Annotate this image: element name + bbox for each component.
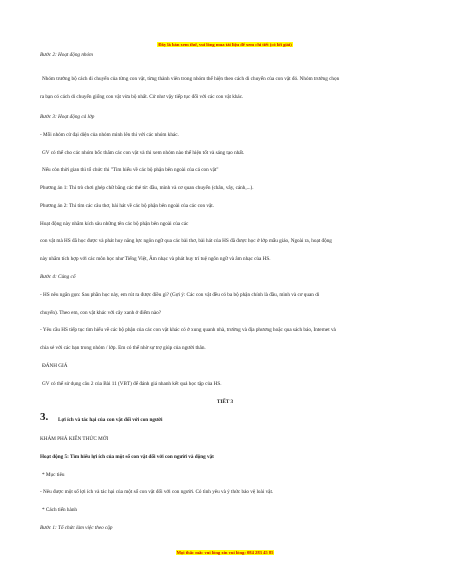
step-1-heading: Bước 1: Tổ chức làm việc theo cặp — [40, 525, 113, 531]
paragraph: chia sẻ với các bạn trong nhóm / lớp. Em có thể nhờ sự trợ giúp của người thân. — [40, 345, 206, 351]
paragraph: - Mỗi nhóm cử đại diện của nhóm mình lên thi với các nhóm khác. — [40, 132, 179, 138]
paragraph: ra bạn có cách di chuyển giống con vật vừa bộ nhất. Cử như vậy tiếp tục đổi với các con vật khác. — [40, 94, 244, 100]
paragraph: chuyển). Theo em, con vật khác với cây xanh ở điểm nào? — [40, 310, 162, 316]
section-number: 3. — [40, 411, 49, 423]
paragraph: này nhằm tích hợp với các môn học như Tiếng Việt, Âm nhạc và phát huy trí tuệ ngôn ngữ và âm nhạc của HS. — [40, 256, 271, 262]
step-2-heading: Bước 2: Hoạt động nhóm — [40, 52, 93, 58]
preview-banner: Đây là bản xem thử, vui lòng mua tài liệu để xem chi tiết (có lời giải) — [158, 42, 292, 47]
subsection-heading: KHÁM PHÁ KIẾN THỨC MỚI — [40, 436, 109, 442]
paragraph: con vật mà HS đã học được và phát huy năng lực ngôn ngữ qua các bài thơ, bài hát của HS đã được học ở lớp mẫu giáo, Ngoài ra, hoạt động — [40, 238, 332, 244]
section-title: Lợi ích và tác hại của con vật đối với con người — [58, 417, 163, 423]
paragraph: GV có thể sử dụng câu 2 của Bài 11 (VBT) để đánh giá nhanh kết quả học tập của HS. — [42, 381, 222, 387]
lesson-heading: TIẾT 3 — [216, 399, 234, 405]
option-1: Phương án 1: Thi trò chơi ghép chữ bằng các thẻ từ: đầu, mình và cơ quan chuyển (chân, vây, cánh,...). — [40, 185, 254, 191]
paragraph: - Yêu cầu HS tiếp tục tìm hiểu về các bộ phận của các con vật khác có ở xung quanh nhà, trường và địa phương hoặc qua sách báo, Internet và — [40, 327, 336, 333]
procedure-label: * Cách tiến hành — [42, 507, 78, 513]
paragraph: Nếu còn thời gian thì tổ chức thi "Tìm hiểu về các bộ phận bên ngoài của cá con vật" — [42, 167, 219, 173]
assessment-heading: ĐÁNH GIÁ — [42, 363, 68, 369]
step-3-heading: Bước 3: Hoạt động cả lớp — [40, 114, 95, 120]
section-3-heading — [40, 411, 410, 428]
contact-banner: Mọi thắc mắc vui lòng xin vui lòng: 084 283 45 85 — [176, 550, 274, 555]
option-2: Phương án 2: Thi tìm các câu thơ, bài hát về các bộ phận bên ngoài của các con vật. — [40, 203, 214, 209]
activity-5-heading: Hoạt động 5: Tìm hiểu lợi ích của một số con vật đối với con người và động vật — [40, 454, 214, 460]
paragraph: GV có thể cho các nhóm bốc thăm các con vật và thi xem nhóm nào thể hiện tốt và sáng tạo nhất. — [42, 150, 245, 156]
paragraph: Hoạt động này nhằm kích sâu những tên các bộ phận bên ngoài của các — [40, 221, 189, 227]
step-4-heading: Bước 4: Củng cố — [40, 274, 76, 280]
paragraph: - Nêu được một số lợi ích và tác hại của một số con vật đối với con người. Có tình yêu và ý thức bảo vệ loài vật. — [40, 489, 274, 495]
paragraph: Nhóm trưởng bộ cách di chuyển của từng con vật, từng thành viên trong nhóm thể hiện theo cách di chuyển của con vật đó. Nhóm trưởng chọn — [42, 76, 340, 82]
paragraph: - HS nêu ngắn gọn: Sau phần học này, em rút ra được điều gì? (Gợi ý: Các con vật đều có ba bộ phận chính là đầu, mình và cơ quan di — [40, 292, 320, 298]
objective-label: * Mục tiêu — [42, 472, 65, 478]
